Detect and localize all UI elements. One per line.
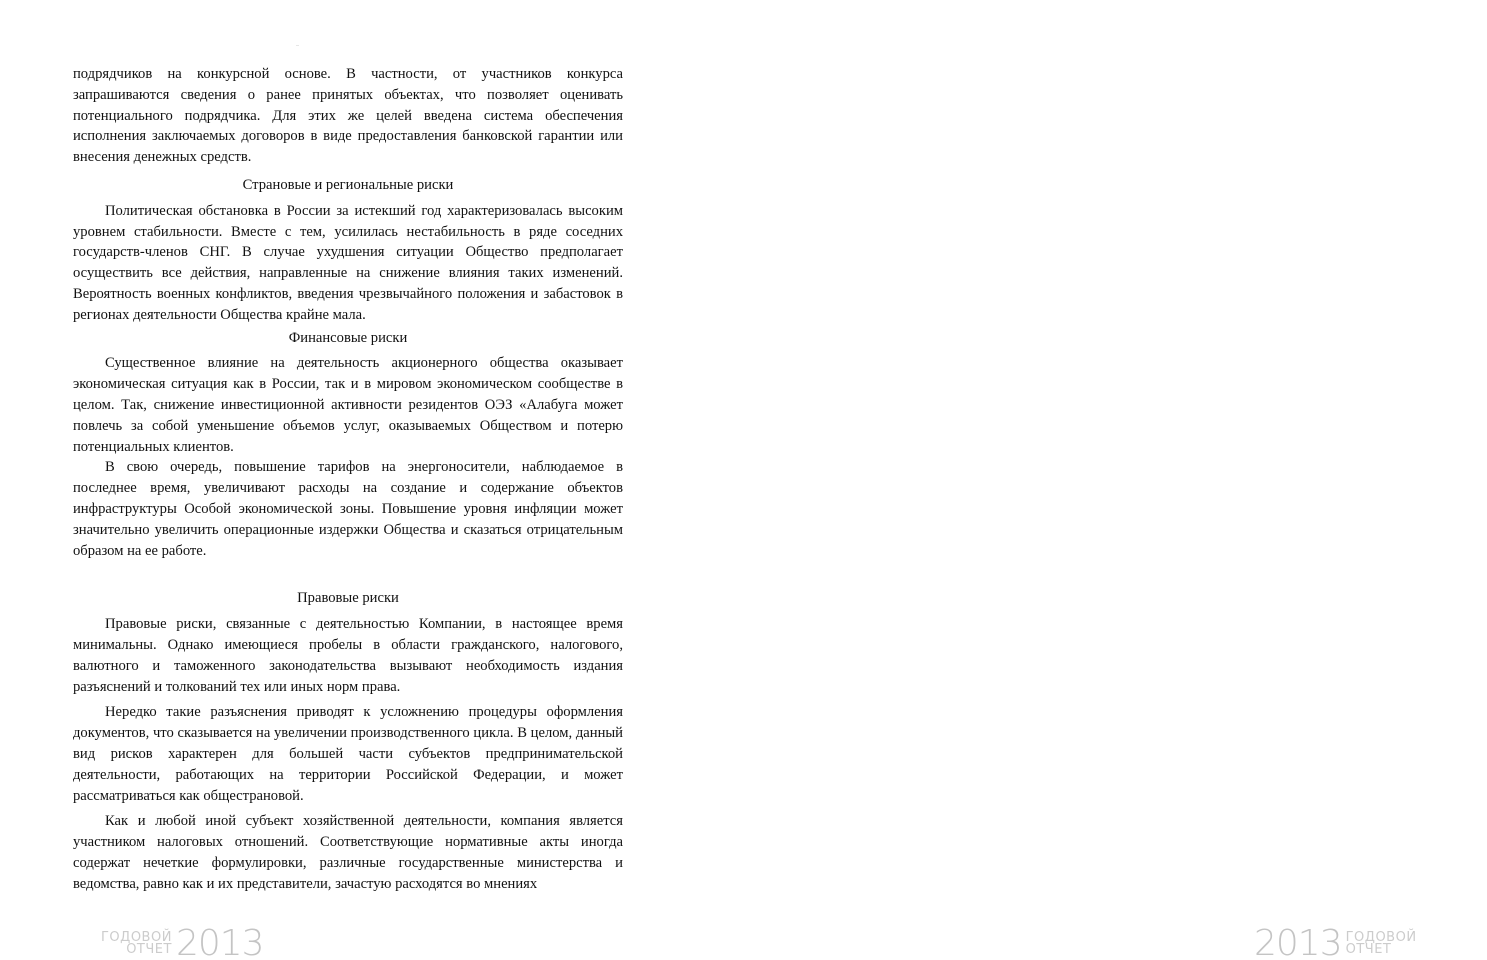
paragraph-taxes: Как и любой иной субъект хозяйственной деятельности, компания является участником налоговых отношений. Соответствующие нормативные акты иногда содержат нечеткие формулировки, различные государственные министерства и ведомства, равно как и их представители, зачастую расходятся во мнениях [73,813,623,892]
paragraph-economic: Существенное влияние на деятельность акционерного общества оказывает экономическая ситуация как в России, так и в мировом экономическом сообществе в целом. Так, снижение инвестиционной активности резидентов ОЭЗ «Алабуга может повлечь за собой уменьшение объемов услуг, оказываемых Обществом и потерю потенциальных клиентов. [73,355,623,455]
heading-legal-risks: Правовые риски [297,590,399,607]
paragraph-legal: Правовые риски, связанные с деятельностью Компании, в настоящее время минимальны. Однако имеющиеся пробелы в области гражданского, налогового, валютного и таможенного законодательства вызывают необходимость издания разъяснений и толкований тех или иных норм права. [73,616,623,695]
text-column [73,64,623,894]
heading-country-risks: Страновые и региональные риски [242,176,454,193]
year-label: 2013 [1254,923,1342,960]
annual-report-label [1346,932,1417,956]
annual-report-label [101,932,172,956]
label-line-1: ГОДОВОЙ [101,930,172,945]
label-line-2: ОТЧЕТ [1345,942,1392,957]
footer-right-logo [1254,924,1417,960]
label-line-2: ОТЧЕТ [126,942,172,957]
label-line-1: ГОДОВОЙ [1345,930,1417,945]
paragraph-political: Политическая обстановка в России за истекший год характеризовалась высоким уровнем стабильности. Вместе с тем, усилилась нестабильность в ряде соседних государств-членов СНГ. В случае ухудшения ситуации Общество предполагает осуществить все действия, направленные на снижение влияния таких изменений. Вероятность военных конфликтов, введения чрезвычайного положения и забастовок в регионах деятельности Общества крайне мала. [73,202,623,323]
paragraph-contractors: подрядчиков на конкурсной основе. В частности, от участников конкурса запрашиваются сведения о ранее принятых объектах, что позволяет оценивать потенциального подрядчика. Для этих же целей введена система обеспечения исполнения заключаемых договоров в виде предоставления банковской гарантии или внесения денежных средств. [73,66,623,166]
year-label: 2013 [175,923,264,960]
footer-left-logo [101,924,264,960]
paragraph-clarifications: Нередко такие разъяснения приводят к усложнению процедуры оформления документов, что сказывается на увеличении производственного цикла. В целом, данный вид рисков характерен для большей части субъектов предпринимательской деятельности, работающих на территории Российской Федерации, и может рассматриваться как общестрановой. [73,704,623,804]
heading-financial-risks: Финансовые риски [288,329,408,346]
scan-speck [296,45,299,46]
paragraph-tariffs: В свою очередь, повышение тарифов на энергоносители, наблюдаемое в последнее время, увеличивают расходы на создание и содержание объектов инфраструктуры Особой экономической зоны. Повышение уровня инфляции может значительно увеличить операционные издержки Общества и сказаться отрицательным образом на ее работе. [73,459,623,559]
